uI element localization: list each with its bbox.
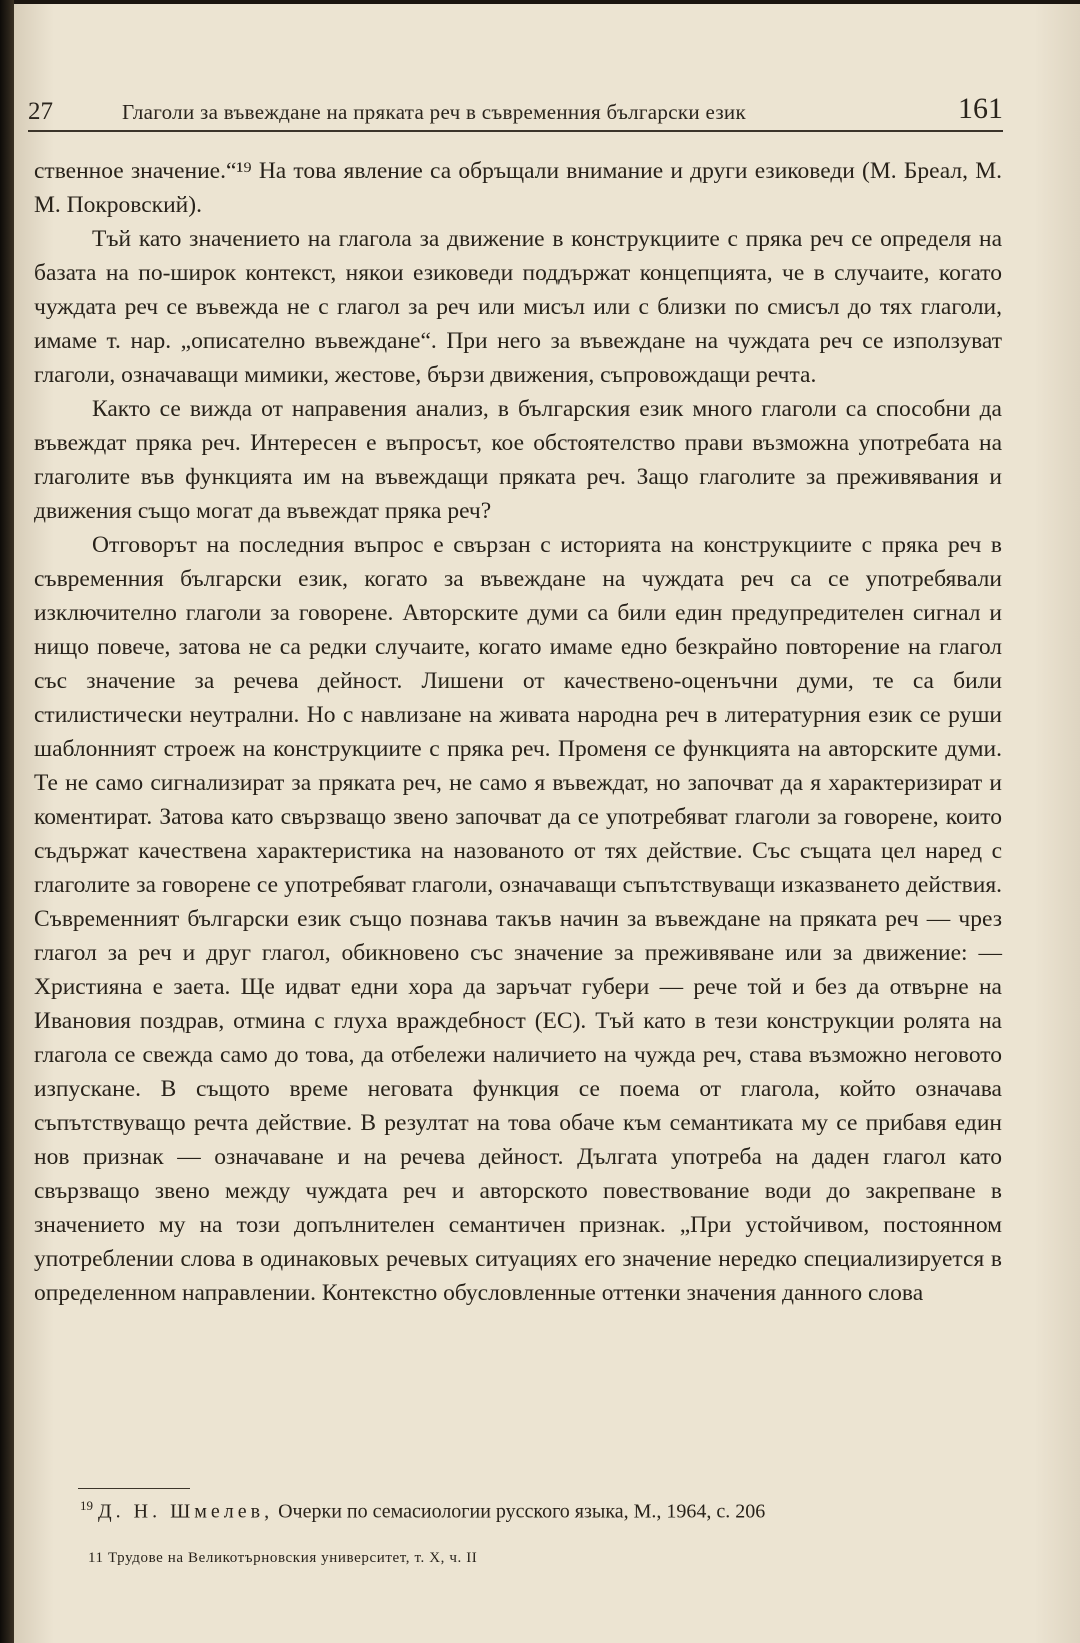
book-spine-shadow [0, 0, 14, 1643]
printer-signature: 11 Трудове на Великотърновския университет, т. X, ч. II [88, 1550, 478, 1566]
page-number: 161 [958, 92, 1003, 125]
footnote-author: Д. Н. Шмелев, [98, 1500, 274, 1523]
paragraph: Както се вижда от направения анализ, в българския език много глаголи са способни да въвеждат пряка реч. Интересен е въпросът, кое обстоятелство прави възможна употребата на глаголите във функцията им на въвеждащи пряката реч. Защо глаголите за преживявания и движения също могат да въвеждат пряка реч? [34, 396, 1002, 524]
paragraph: Отговорът на последния въпрос е свързан с историята на конструкциите с пряка реч в съвременния български език, когато за въвеждане на чуждата реч са се употребявали изключително глаголи за говорене. Авторските думи са били един предупредителен сигнал и нищо повече, затова не са редки случаите, когато имаме едно безкрайно повторение на глагол със значение за речева дейност. Лишени от качествено-оценъчни думи, те са били стилистически неутрални. Но с навлизане на живата народна реч в литературния език се руши шаблонният строеж на конструкциите с пряка реч. Променя се функцията на авторските думи. Те не само сигнализират за пряката реч, не само я въвеждат, но започват да я характеризират и коментират. Затова като свързващо звено започват да се употребяват глаголи за говорене, които съдържат качествена характеристика на назованото от тях действие. Със същата цел наред с глаголите за говорене се употребяват глаголи, означаващи съпътствуващи изказването действия. Съвременният български език също познава такъв начин за въвеждане на пряката реч — чрез глагол за реч и друг глагол, обикновено със значение за преживяване или за движение: — Християна е заета. Ще идват едни хора да заръчат губери — рече той и без да отвърне на Ивановия поздрав, отмина с глуха враждебност (ЕС). Тъй като в тези конструкции ролята на глагола се свежда само до това, да отбележи наличието на чужда реч, става възможно неговото изпускане. В същото време неговата функция се поема от глагола, който означава съпътствуващо речта действие. В резултат на това обаче към семантиката му се прибавя един нов признак — означаване и на речева дейност. Дългата употреба на даден глагол като свързващо звено между чуждата реч и авторското повествование води до закрепване в значението му на този допълнителен семантичен признак. „При устойчивом, постоянном употреблении слова в одинаковых речевых ситуациях его значение нередко специализируется в определенном направлении. Контекстно обусловленные оттенки значения данного слова [34, 532, 1002, 1306]
running-header [28, 92, 1003, 128]
paragraph: Тъй като значението на глагола за движение в конструкциите с пряка реч се определя на базата на по-широк контекст, някои езиковеди поддържат концепцията, че в случаите, когато чуждата реч се въвежда не с глагол за реч или мисъл или с близки по смисъл до тях глаголи, имаме т. нар. „описателно въвеждане“. При него за въвеждане на чуждата реч се използуват глаголи, означаващи мимики, жестове, бързи движения, съпровождащи речта. [34, 226, 1002, 388]
header-rule [28, 130, 1003, 132]
footnote [80, 1498, 1000, 1524]
footnote-marker: 19 [80, 1498, 93, 1513]
footnote-text: Очерки по семасиологии русского языка, М., 1964, с. 206 [278, 1500, 766, 1523]
body-text [34, 154, 1002, 1310]
running-title: Глаголи за въвеждане на пряката реч в съвременния български език [122, 100, 746, 124]
section-number: 27 [28, 98, 53, 125]
footnote-rule [78, 1488, 190, 1489]
paragraph-continuation: ственное значение.“¹⁹ На това явление са обръщали внимание и други езиковеди (М. Бреал, М. М. Покровский). [34, 158, 1002, 218]
